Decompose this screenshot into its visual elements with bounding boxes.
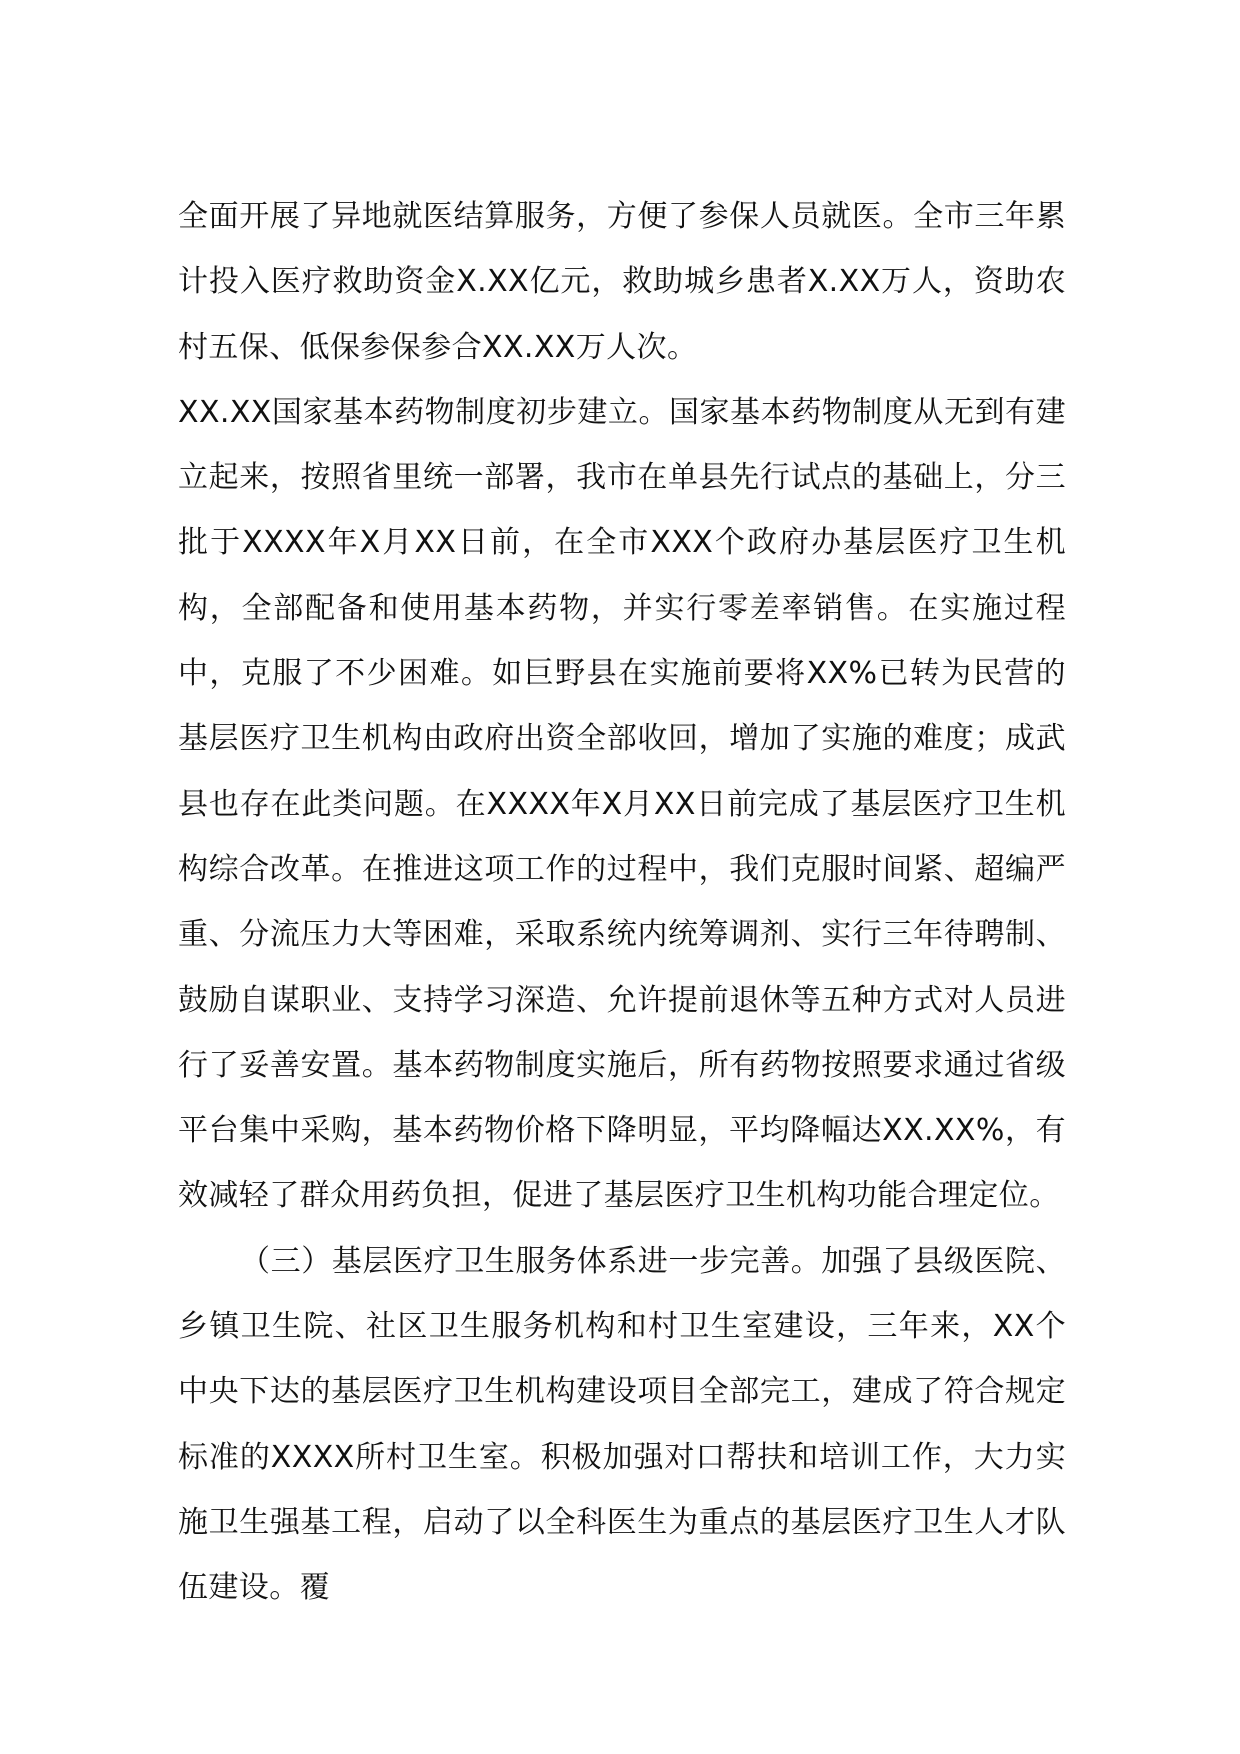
document-body — [178, 184, 1066, 1621]
paragraph-primary-care-system: （三）基层医疗卫生服务体系进一步完善。加强了县级医院、乡镇卫生院、社区卫生服务机构和村卫生室建设，三年来，XX个中央下达的基层医疗卫生机构建设项目全部完工，建成了符合规定标准的XXXX所村卫生室。积极加强对口帮扶和培训工作，大力实施卫生强基工程，启动了以全科医生为重点的基层医疗卫生人才队伍建设。覆 — [178, 1243, 1066, 1606]
paragraph-medical-assistance: 全面开展了异地就医结算服务，方便了参保人员就医。全市三年累计投入医疗救助资金X.XX亿元，救助城乡患者X.XX万人，资助农村五保、低保参保参合XX.XX万人次。 — [178, 199, 1066, 365]
paragraph-essential-drug-system: XX.XX国家基本药物制度初步建立。国家基本药物制度从无到有建立起来，按照省里统一部署，我市在单县先行试点的基础上，分三批于XXXX年X月XX日前，在全市XXX个政府办基层医疗卫生机构，全部配备和使用基本药物，并实行零差率销售。在实施过程中，克服了不少困难。如巨野县在实施前要将XX%已转为民营的基层医疗卫生机构由政府出资全部收回，增加了实施的难度；成武县也存在此类问题。在XXXX年X月XX日前完成了基层医疗卫生机构综合改革。在推进这项工作的过程中，我们克服时间紧、超编严重、分流压力大等困难，采取系统内统筹调剂、实行三年待聘制、鼓励自谋职业、支持学习深造、允许提前退休等五种方式对人员进行了妥善安置。基本药物制度实施后，所有药物按照要求通过省级平台集中采购，基本药物价格下降明显，平均降幅达XX.XX%，有效减轻了群众用药负担，促进了基层医疗卫生机构功能合理定位。 — [178, 394, 1066, 1214]
